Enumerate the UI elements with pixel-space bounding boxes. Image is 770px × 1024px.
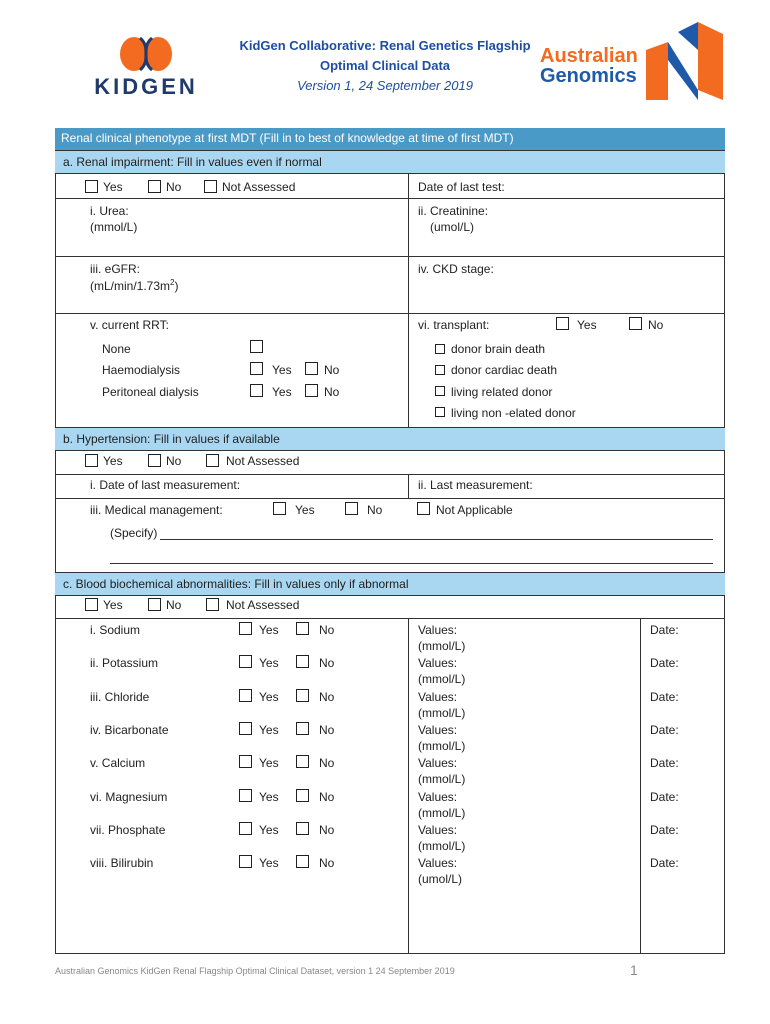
- biochem-no-checkbox[interactable]: [296, 722, 309, 735]
- sec-a-no-label: No: [166, 180, 182, 194]
- biochem-yes-label: Yes: [259, 623, 279, 637]
- med-yes-checkbox[interactable]: [273, 502, 286, 515]
- biochem-unit: (mmol/L): [418, 739, 466, 753]
- biochem-date-label: Date:: [650, 656, 679, 670]
- haemo-no-label: No: [324, 363, 340, 377]
- biochem-name: ii. Potassium: [90, 656, 159, 670]
- biochem-yes-label: Yes: [259, 790, 279, 804]
- biochem-no-label: No: [319, 790, 335, 804]
- biochem-no-checkbox[interactable]: [296, 755, 309, 768]
- biochem-no-label: No: [319, 723, 335, 737]
- rrt-perit-label: Peritoneal dialysis: [102, 385, 199, 399]
- biochem-yes-checkbox[interactable]: [239, 755, 252, 768]
- haemo-yes-checkbox[interactable]: [250, 362, 263, 375]
- date-last-test-label: Date of last test:: [418, 180, 505, 194]
- biochem-date-label: Date:: [650, 790, 679, 804]
- biochem-yes-label: Yes: [259, 656, 279, 670]
- biochem-no-label: No: [319, 623, 335, 637]
- biochem-name: vi. Magnesium: [90, 790, 168, 804]
- biochem-date-label: Date:: [650, 723, 679, 737]
- sec-c-no-checkbox[interactable]: [148, 598, 161, 611]
- version-line: Version 1, 24 September 2019: [297, 78, 473, 93]
- biochem-name: i. Sodium: [90, 623, 141, 637]
- sec-c-not-assessed-label: Not Assessed: [226, 598, 300, 612]
- biochem-yes-checkbox[interactable]: [239, 789, 252, 802]
- biochem-name: v. Calcium: [90, 756, 146, 770]
- biochem-yes-checkbox[interactable]: [239, 655, 252, 668]
- sec-c-not-assessed-checkbox[interactable]: [206, 598, 219, 611]
- current-rrt-label: v. current RRT:: [90, 318, 169, 332]
- kidgen-logo-text: KIDGEN: [94, 74, 198, 99]
- haemo-no-checkbox[interactable]: [305, 362, 318, 375]
- biochem-values-label: Values:: [418, 790, 458, 804]
- biochem-unit: (mmol/L): [418, 839, 466, 853]
- transplant-no-checkbox[interactable]: [629, 317, 642, 330]
- biochem-name: iii. Chloride: [90, 690, 150, 704]
- creatinine-unit: (umol/L): [430, 220, 475, 234]
- transplant-yes-label: Yes: [577, 318, 597, 332]
- perit-yes-checkbox[interactable]: [250, 384, 263, 397]
- footer-text: Australian Genomics KidGen Renal Flagship Optimal Clinical Dataset, version 1 24 September 2019: [55, 966, 455, 976]
- egfr-label: iii. eGFR:: [90, 262, 141, 276]
- ag-n-icon: [638, 20, 733, 102]
- biochem-date-label: Date:: [650, 690, 679, 704]
- ckd-stage-label: iv. CKD stage:: [418, 262, 494, 276]
- biochem-yes-label: Yes: [259, 856, 279, 870]
- biochem-values-label: Values:: [418, 656, 458, 670]
- biochem-no-checkbox[interactable]: [296, 655, 309, 668]
- biochem-values-label: Values:: [418, 756, 458, 770]
- biochem-no-checkbox[interactable]: [296, 689, 309, 702]
- biochem-values-label: Values:: [418, 823, 458, 837]
- biochem-unit: (mmol/L): [418, 672, 466, 686]
- biochem-values-label: Values:: [418, 623, 458, 637]
- biochem-no-checkbox[interactable]: [296, 855, 309, 868]
- donor-brain-checkbox[interactable]: [435, 344, 445, 354]
- biochem-values-label: Values:: [418, 856, 458, 870]
- transplant-no-label: No: [648, 318, 664, 332]
- egfr-unit: $(mL/\min/1.73m^2)$: [90, 278, 179, 293]
- specify-input-line-1[interactable]: [160, 539, 713, 540]
- section-c-heading: c. Blood biochemical abnormalities: Fill in values only if abnormal: [55, 572, 725, 596]
- transplant-label: vi. transplant:: [418, 318, 490, 332]
- biochem-yes-label: Yes: [259, 756, 279, 770]
- sec-a-not-assessed-label: Not Assessed: [222, 180, 296, 194]
- sec-a-no-checkbox[interactable]: [148, 180, 161, 193]
- living-non-related-label: living non -elated donor: [451, 406, 576, 420]
- biochem-date-label: Date:: [650, 623, 679, 637]
- sec-a-yes-checkbox[interactable]: [85, 180, 98, 193]
- perit-no-label: No: [324, 385, 340, 399]
- biochem-values-label: Values:: [418, 723, 458, 737]
- med-no-checkbox[interactable]: [345, 502, 358, 515]
- date-last-measurement-label: i. Date of last measurement:: [90, 478, 241, 492]
- page-title: KidGen Collaborative: Renal Genetics Flagship: [239, 38, 531, 53]
- sec-c-yes-checkbox[interactable]: [85, 598, 98, 611]
- creatinine-label: ii. Creatinine:: [418, 204, 489, 218]
- biochem-name: vii. Phosphate: [90, 823, 166, 837]
- biochem-unit: (umol/L): [418, 872, 463, 886]
- donor-cardiac-checkbox[interactable]: [435, 365, 445, 375]
- sec-b-no-label: No: [166, 454, 182, 468]
- biochem-yes-checkbox[interactable]: [239, 722, 252, 735]
- living-related-checkbox[interactable]: [435, 386, 445, 396]
- sec-b-no-checkbox[interactable]: [148, 454, 161, 467]
- australian-genomics-logo: [540, 20, 730, 102]
- med-yes-label: Yes: [295, 503, 315, 517]
- biochem-yes-label: Yes: [259, 823, 279, 837]
- biochem-no-label: No: [319, 690, 335, 704]
- sec-a-not-assessed-checkbox[interactable]: [204, 180, 217, 193]
- biochem-no-checkbox[interactable]: [296, 822, 309, 835]
- kidgen-logo: [86, 34, 206, 100]
- biochem-date-label: Date:: [650, 856, 679, 870]
- sec-b-yes-checkbox[interactable]: [85, 454, 98, 467]
- sec-b-not-assessed-label: Not Assessed: [226, 454, 300, 468]
- page-subtitle: Optimal Clinical Data: [319, 58, 451, 73]
- biochem-yes-checkbox[interactable]: [239, 622, 252, 635]
- biochem-name: viii. Bilirubin: [90, 856, 154, 870]
- biochem-no-label: No: [319, 756, 335, 770]
- biochem-unit: (mmol/L): [418, 772, 466, 786]
- biochem-values-label: Values:: [418, 690, 458, 704]
- biochem-no-label: No: [319, 656, 335, 670]
- biochem-name: iv. Bicarbonate: [90, 723, 169, 737]
- sec-c-yes-label: Yes: [103, 598, 123, 612]
- biochem-unit: (mmol/L): [418, 806, 466, 820]
- rrt-none-label: None: [102, 342, 131, 356]
- biochem-yes-label: Yes: [259, 690, 279, 704]
- urea-label: i. Urea:: [90, 204, 129, 218]
- biochem-no-checkbox[interactable]: [296, 622, 309, 635]
- biochem-yes-label: Yes: [259, 723, 279, 737]
- medical-management-label: iii. Medical management:: [90, 503, 223, 517]
- sec-b-not-assessed-checkbox[interactable]: [206, 454, 219, 467]
- biochem-yes-checkbox[interactable]: [239, 822, 252, 835]
- rrt-none-checkbox[interactable]: [250, 340, 263, 353]
- specify-input-line-2[interactable]: [110, 563, 713, 564]
- biochem-unit: (mmol/L): [418, 706, 466, 720]
- biochem-no-label: No: [319, 823, 335, 837]
- perit-yes-label: Yes: [272, 385, 292, 399]
- biochem-yes-checkbox[interactable]: [239, 689, 252, 702]
- section-b-heading: b. Hypertension: Fill in values if available: [55, 427, 725, 451]
- transplant-yes-checkbox[interactable]: [556, 317, 569, 330]
- biochem-date-label: Date:: [650, 756, 679, 770]
- sec-b-yes-label: Yes: [103, 454, 123, 468]
- med-not-applicable-label: Not Applicable: [436, 503, 513, 517]
- page-number: 1: [630, 962, 638, 978]
- living-non-related-checkbox[interactable]: [435, 407, 445, 417]
- main-heading: Renal clinical phenotype at first MDT (Fill in to best of knowledge at time of first MDT): [55, 128, 725, 150]
- med-not-applicable-checkbox[interactable]: [417, 502, 430, 515]
- biochem-date-label: Date:: [650, 823, 679, 837]
- rrt-haemo-label: Haemodialysis: [102, 363, 181, 377]
- sec-c-no-label: No: [166, 598, 182, 612]
- donor-brain-label: donor brain death: [451, 342, 546, 356]
- biochem-no-label: No: [319, 856, 335, 870]
- section-a-heading: a. Renal impairment: Fill in values even if normal: [55, 150, 725, 174]
- kidney-dna-icon: [86, 34, 206, 74]
- sec-a-yes-label: Yes: [103, 180, 123, 194]
- biochem-no-checkbox[interactable]: [296, 789, 309, 802]
- med-no-label: No: [367, 503, 383, 517]
- last-measurement-label: ii. Last measurement:: [418, 478, 533, 492]
- haemo-yes-label: Yes: [272, 363, 292, 377]
- donor-cardiac-label: donor cardiac death: [451, 363, 558, 377]
- biochem-unit: (mmol/L): [418, 639, 466, 653]
- living-related-label: living related donor: [451, 385, 553, 399]
- perit-no-checkbox[interactable]: [305, 384, 318, 397]
- biochem-yes-checkbox[interactable]: [239, 855, 252, 868]
- ag-logo-text: Australian Genomics: [540, 45, 638, 87]
- specify-label: (Specify): [110, 526, 158, 540]
- urea-unit: (mmol/L): [90, 220, 138, 234]
